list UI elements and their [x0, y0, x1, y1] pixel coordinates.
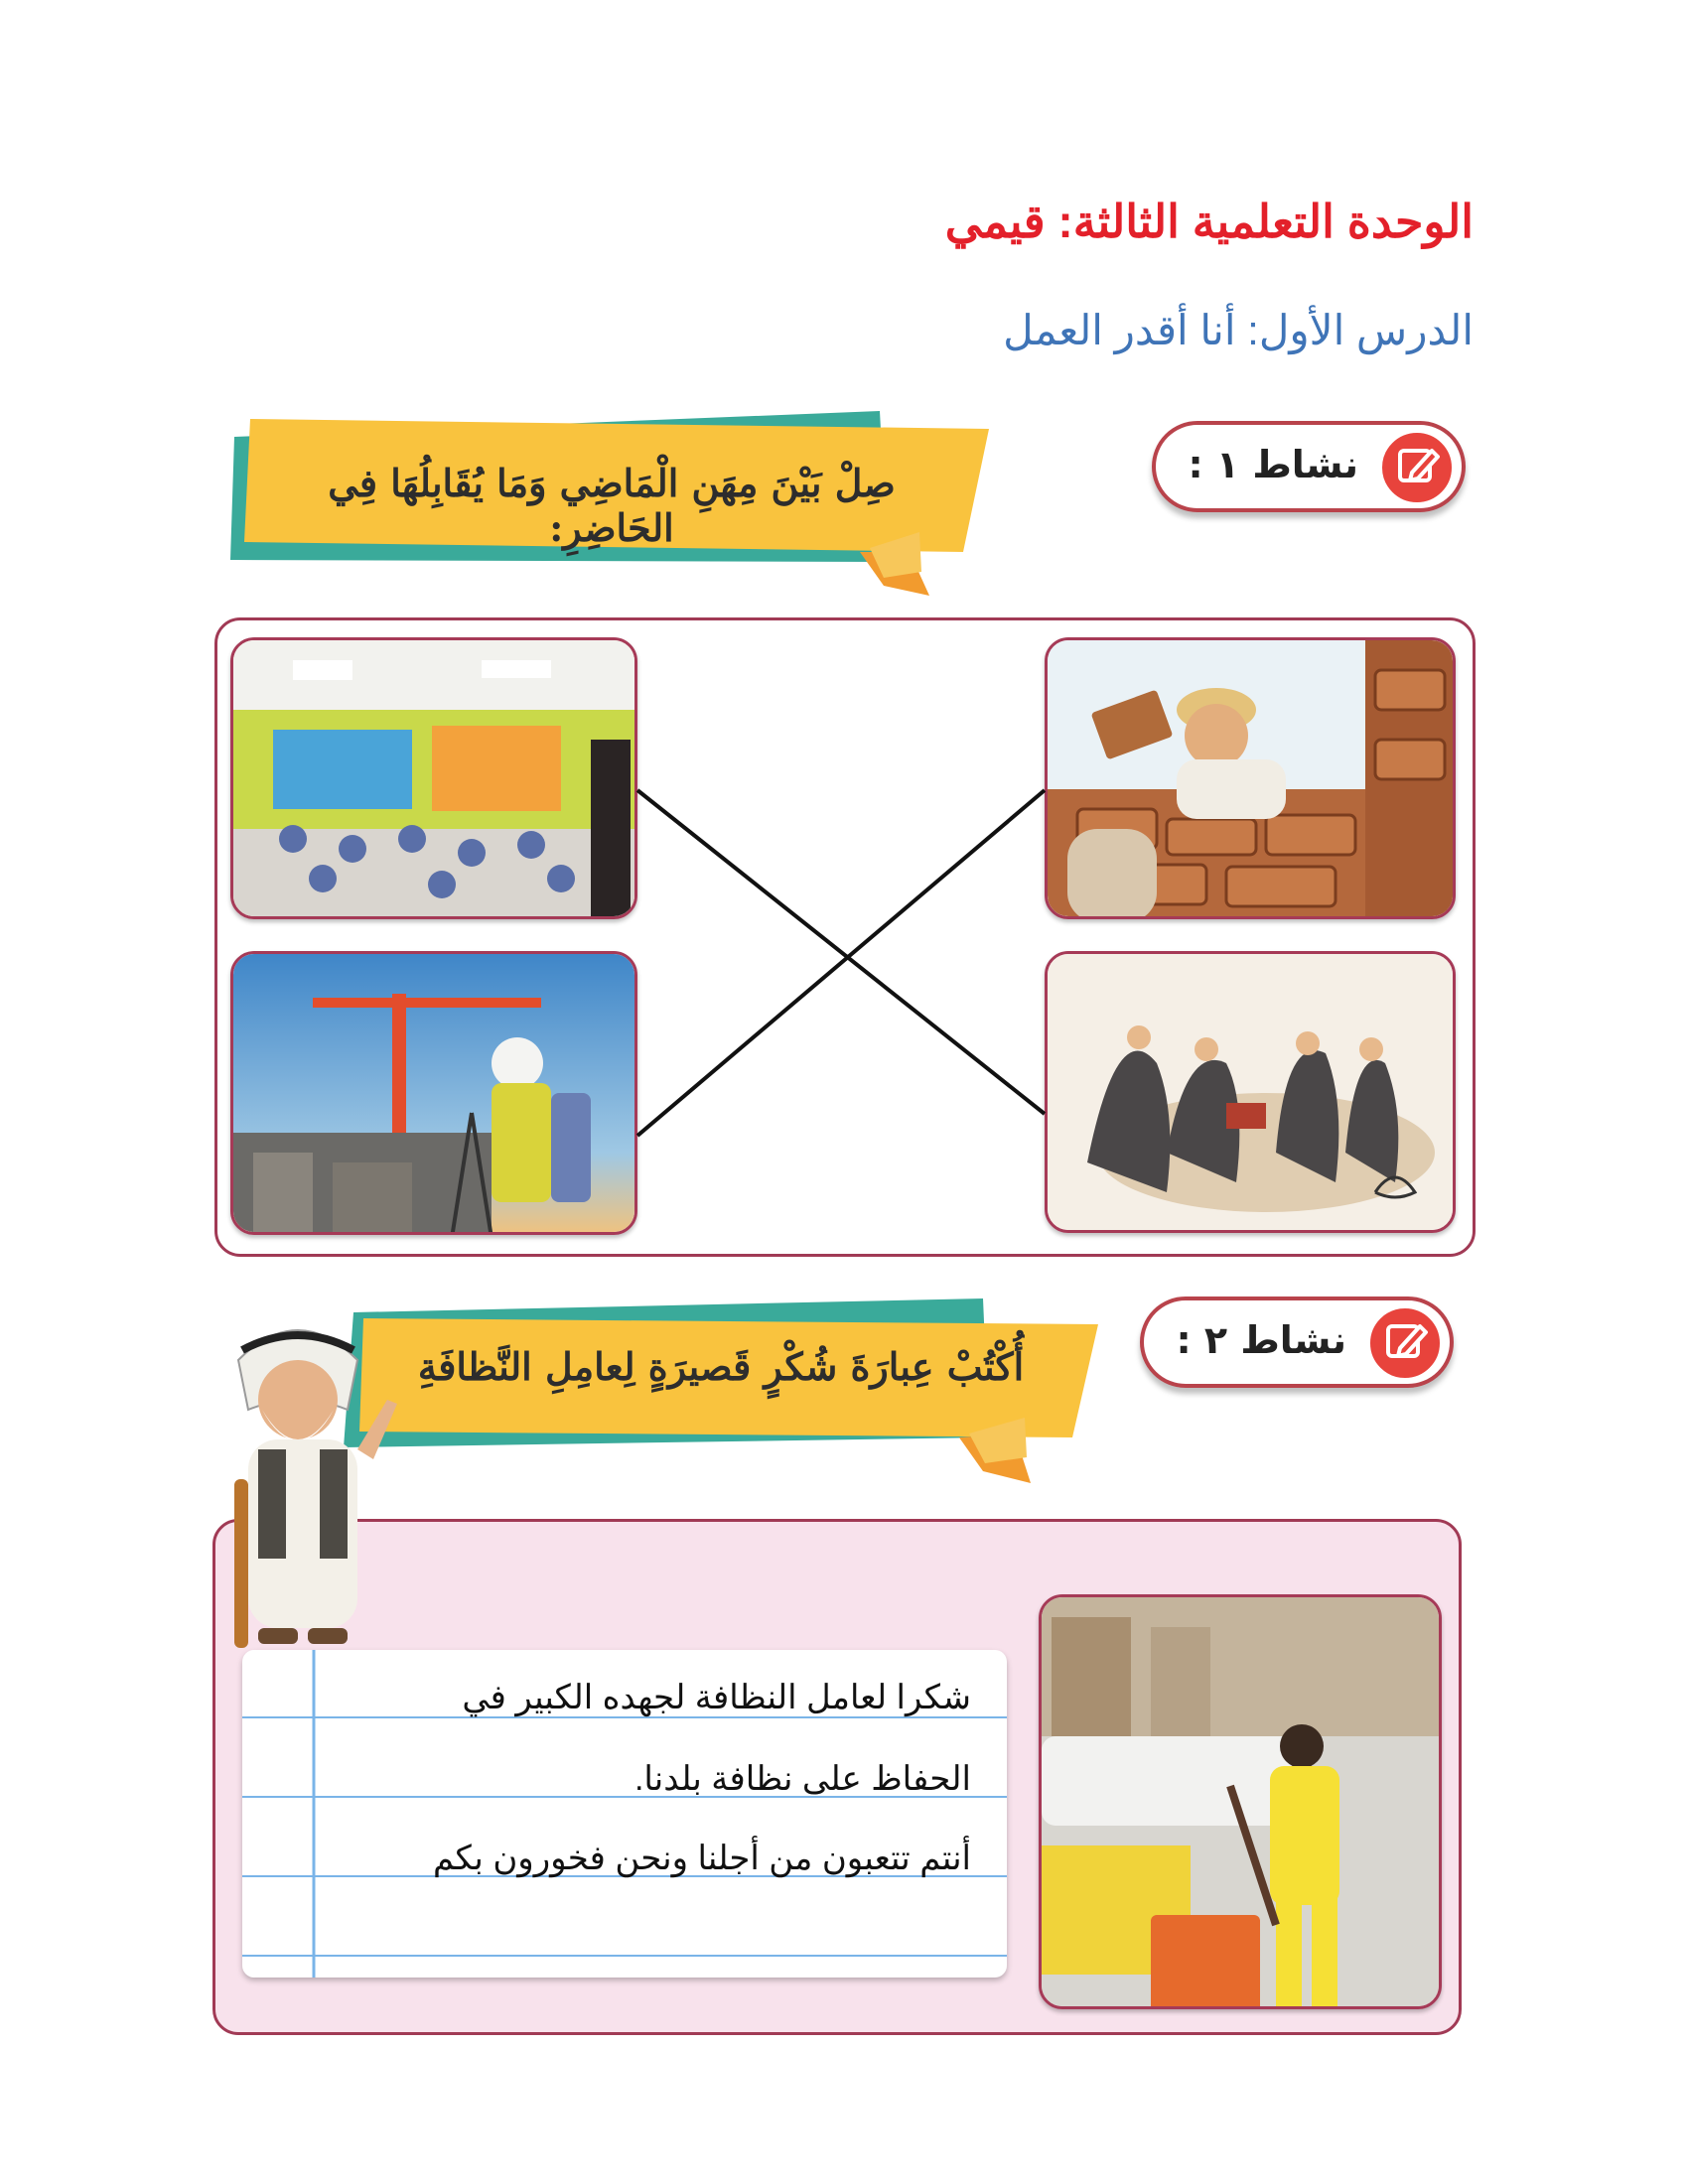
pencil-edit-icon: [1378, 429, 1456, 506]
old-man-character-illustration: [199, 1300, 407, 1658]
matching-lines: [633, 786, 1051, 1154]
activity2-banner: [334, 1289, 1102, 1487]
activity2-badge: [1140, 1297, 1454, 1388]
answer-line-2: الحفاظ على نظافة بلدنا.: [633, 1760, 971, 1798]
answer-notebook[interactable]: [242, 1650, 1007, 1978]
answer-line-1: شكرا لعامل النظافة لجهده الكبير في: [462, 1679, 971, 1716]
classroom-photo: [230, 637, 637, 919]
activity1-label: نشاط ١ :: [1188, 443, 1358, 486]
match-line-teaching-classroom: [637, 790, 1045, 1114]
pencil-edit-icon: [1366, 1304, 1444, 1382]
answer-line-3: أنتم تتعبون من أجلنا ونحن فخورون بكم: [433, 1840, 971, 1877]
match-line-builder-engineer: [637, 790, 1045, 1136]
street-cleaner-photo: [1039, 1594, 1442, 2009]
unit-title: الوحدة التعلمية الثالثة: قيمي: [944, 196, 1474, 247]
activity1-badge: [1152, 421, 1466, 512]
activity1-instruction: صِلْ بَيْنَ مِهَنِ الْمَاضِي وَمَا يُقَابِلُهَا فِي الحَاضِرِ:: [328, 461, 896, 550]
lesson-title: الدرس الأول: أنا أقدر العمل: [1003, 307, 1474, 353]
traditional-teaching-illustration: [1045, 951, 1456, 1233]
activity2-instruction: أُكْتُبْ عِبارَةَ شُكْرٍ قَصيرَةٍ لِعامِلِ النَّظافَةِ: [417, 1344, 1025, 1389]
activity1-banner: [224, 403, 999, 602]
activity2-label: نشاط ٢ :: [1176, 1318, 1346, 1362]
old-stone-builder-illustration: [1045, 637, 1456, 919]
construction-engineer-photo: [230, 951, 637, 1235]
